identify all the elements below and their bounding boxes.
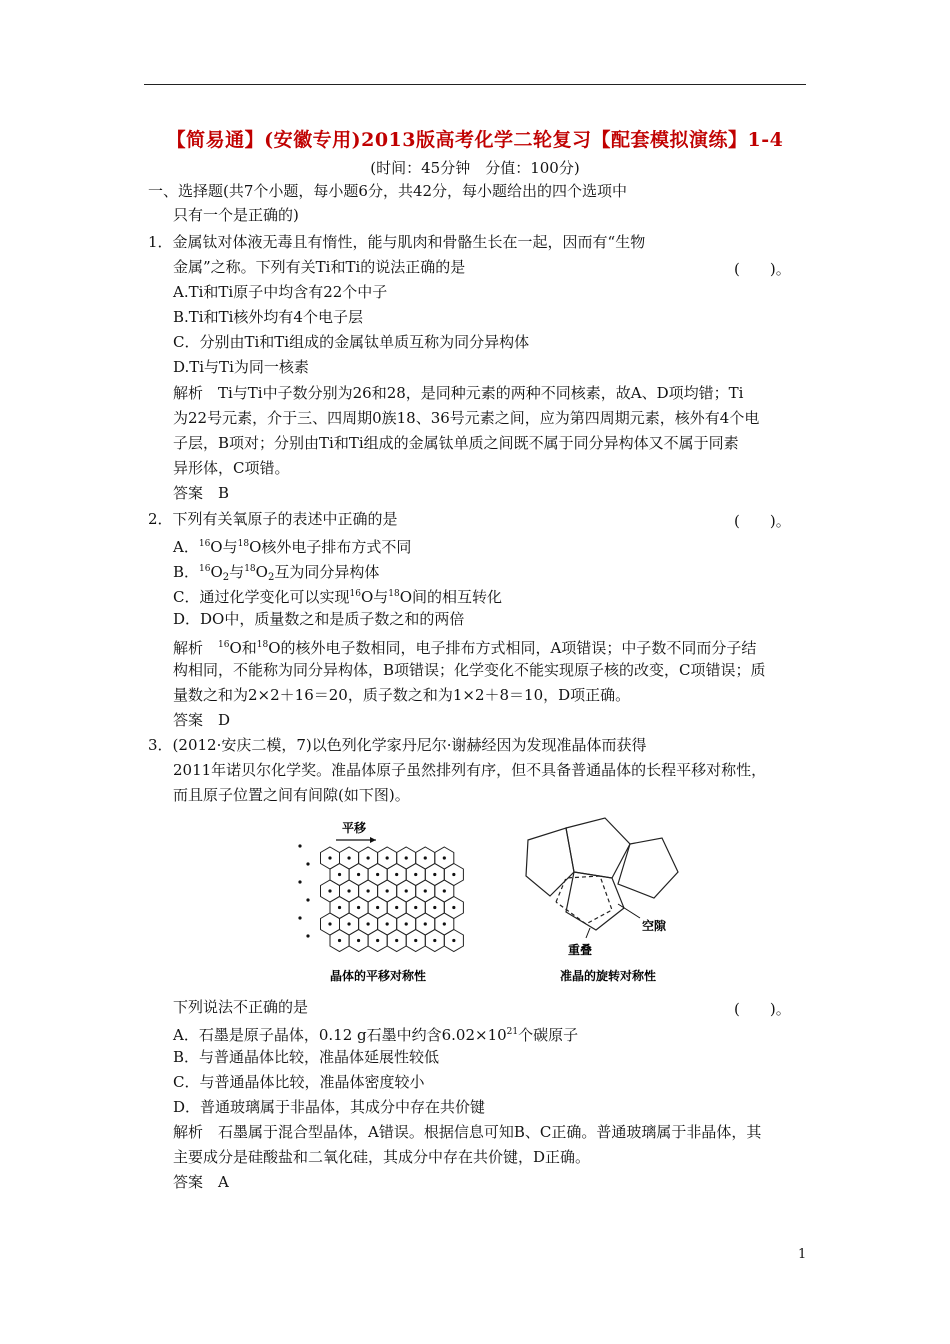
lattice-atom <box>357 906 360 909</box>
page-number: 1 <box>798 1247 807 1262</box>
lattice-atom <box>452 873 455 876</box>
lattice-atom <box>347 889 350 892</box>
lattice-atom <box>424 922 427 925</box>
lattice-atom <box>376 939 379 942</box>
q2-answer: 答案 D <box>173 711 231 729</box>
q1-stem: 1．金属钛对体液无毒且有惰性，能与肌肉和骨骼生长在一起，因而有“生物 <box>148 233 646 251</box>
lattice-atom <box>433 873 436 876</box>
section-heading-cont: 只有一个是正确的) <box>173 206 299 224</box>
q2-option-a: A．$^{16}$O与$^{18}$O核外电子排布方式不同 <box>173 538 412 556</box>
lattice-atom <box>306 934 309 937</box>
lattice-atom <box>347 856 350 859</box>
lattice-atom <box>452 939 455 942</box>
lattice-atom <box>433 906 436 909</box>
q1-answer: 答案 B <box>173 484 230 502</box>
lattice-atom <box>376 906 379 909</box>
page-title: 【简易通】(安徽专用)2013版高考化学二轮复习【配套模拟演练】1-4 <box>166 129 784 151</box>
lattice-atom <box>347 922 350 925</box>
translation-arrowhead <box>370 837 376 843</box>
q2-explanation-3: 量数之和为2×2＋16＝20，质子数之和为1×2＋8＝10，D项正确。 <box>173 686 631 704</box>
q3-option-c: C．与普通晶体比较，准晶体密度较小 <box>173 1073 425 1091</box>
lattice-atom <box>405 856 408 859</box>
q1-option-c: C．分别由Ti和Ti组成的金属钛单质互称为同分异构体 <box>173 333 530 351</box>
lattice-atom <box>414 873 417 876</box>
lattice-atom <box>414 906 417 909</box>
q3-stem-3: 而且原子位置之间有间隙(如下图)。 <box>173 786 410 804</box>
lattice-atom <box>367 922 370 925</box>
lattice-atom <box>367 856 370 859</box>
q1-explanation-4: 异形体，C项错。 <box>173 459 290 477</box>
lattice-atom <box>424 889 427 892</box>
q3-stem-2: 2011年诺贝尔化学奖。准晶体原子虽然排列有序，但不具备普通晶体的长程平移对称性， <box>173 761 767 779</box>
q3-option-b: B．与普通晶体比较，准晶体延展性较低 <box>173 1048 440 1066</box>
lattice-atom <box>306 898 309 901</box>
lattice-atom <box>367 889 370 892</box>
q1-answer-blank: ( )。 <box>734 260 791 278</box>
lattice-atom <box>424 856 427 859</box>
q3-answer-blank: ( )。 <box>734 1000 791 1018</box>
q1-option-a: A.Ti和Ti原子中均含有22个中子 <box>173 283 388 301</box>
header-rule <box>144 84 806 85</box>
section-heading: 一、选择题(共7个小题，每小题6分，共42分，每小题给出的四个选项中 <box>148 182 628 200</box>
crystal-figure <box>290 812 690 992</box>
q1-stem-cont: 金属”之称。下列有关Ti和Ti的说法正确的是 <box>173 258 466 276</box>
q1-option-b: B.Ti和Ti核外均有4个电子层 <box>173 308 363 326</box>
lattice-atom <box>395 873 398 876</box>
q1-option-d: D.Ti与Ti为同一核素 <box>173 358 309 376</box>
lattice-atom <box>298 844 301 847</box>
lattice-atom <box>386 922 389 925</box>
lattice-atom <box>338 939 341 942</box>
lattice-atom <box>298 880 301 883</box>
lattice-atom <box>386 889 389 892</box>
q3-question: 下列说法不正确的是 <box>173 998 309 1016</box>
lattice-atom <box>376 873 379 876</box>
q1-explanation-3: 子层，B项对；分别由Ti和Ti组成的金属钛单质之间既不属于同分异构体又不属于同素 <box>173 434 739 452</box>
q2-option-b: B．$^{16}O_2$与$^{18}O_2$互为同分异构体 <box>173 563 380 583</box>
lattice-atom <box>338 906 341 909</box>
lattice-atom <box>452 906 455 909</box>
q3-answer: 答案 A <box>173 1173 229 1191</box>
lattice-atom <box>405 922 408 925</box>
lattice-atom <box>357 939 360 942</box>
lattice-atom <box>338 873 341 876</box>
lattice-atom <box>386 856 389 859</box>
caption-right: 准晶的旋转对称性 <box>560 969 657 983</box>
q3-explanation: 解析 石墨属于混合型晶体，A错误。根据信息可知B、C正确。普通玻璃属于非晶体，其 <box>173 1123 762 1141</box>
lattice-atom <box>357 873 360 876</box>
q1-explanation: 解析 Ti与Ti中子数分别为26和28，是同种元素的两种不同核素，故A、D项均错；Ti <box>173 384 744 402</box>
q2-option-d: D．DO中，质量数之和是质子数之和的两倍 <box>173 610 465 628</box>
hexagonal-lattice <box>321 847 464 952</box>
lattice-atom <box>328 922 331 925</box>
caption-left: 晶体的平移对称性 <box>330 969 427 983</box>
lattice-atom <box>328 856 331 859</box>
page-subtitle: (时间：45分钟 分值：100分) <box>370 159 580 177</box>
lattice-atom <box>433 939 436 942</box>
q3-explanation-2: 主要成分是硅酸盐和二氧化硅，其成分中存在共价键，D正确。 <box>173 1148 591 1166</box>
q2-stem: 2．下列有关氧原子的表述中正确的是 <box>148 510 398 528</box>
lattice-atom <box>414 939 417 942</box>
overlap-label: 重叠 <box>568 943 593 957</box>
q3-option-a: A．石墨是原子晶体，0.12 g石墨中约含$6.02\times 10^{21}$个碳原子 <box>173 1026 579 1044</box>
lattice-atom <box>405 889 408 892</box>
lattice-atom <box>395 939 398 942</box>
q1-explanation-2: 为22号元素，介于三、四周期0族18、36号元素之间，应为第四周期元素，核外有4个电 <box>173 409 760 427</box>
lattice-atom <box>395 906 398 909</box>
lattice-atom <box>298 916 301 919</box>
q2-explanation: 解析 $^{16}$O和$^{18}$O的核外电子数相同，电子排布方式相同，A项错误；中子数不同而分子结 <box>173 639 757 657</box>
lattice-atom <box>328 889 331 892</box>
gap-label: 空隙 <box>642 919 667 933</box>
q2-explanation-2: 构相同，不能称为同分异构体，B项错误；化学变化不能实现原子核的改变，C项错误；质 <box>173 661 766 679</box>
lattice-atom <box>443 889 446 892</box>
translation-label: 平移 <box>342 821 367 835</box>
lattice-atom <box>443 856 446 859</box>
q3-stem: 3．(2012·安庆二模，7)以色列化学家丹尼尔·谢赫经因为发现准晶体而获得 <box>148 736 647 754</box>
q2-option-c: C．通过化学变化可以实现$^{16}$O与$^{18}$O间的相互转化 <box>173 588 503 606</box>
q2-answer-blank: ( )。 <box>734 512 791 530</box>
lattice-atom <box>443 922 446 925</box>
q3-option-d: D．普通玻璃属于非晶体，其成分中存在共价键 <box>173 1098 486 1116</box>
lattice-atom <box>306 862 309 865</box>
pentagon-tiling <box>526 818 678 930</box>
